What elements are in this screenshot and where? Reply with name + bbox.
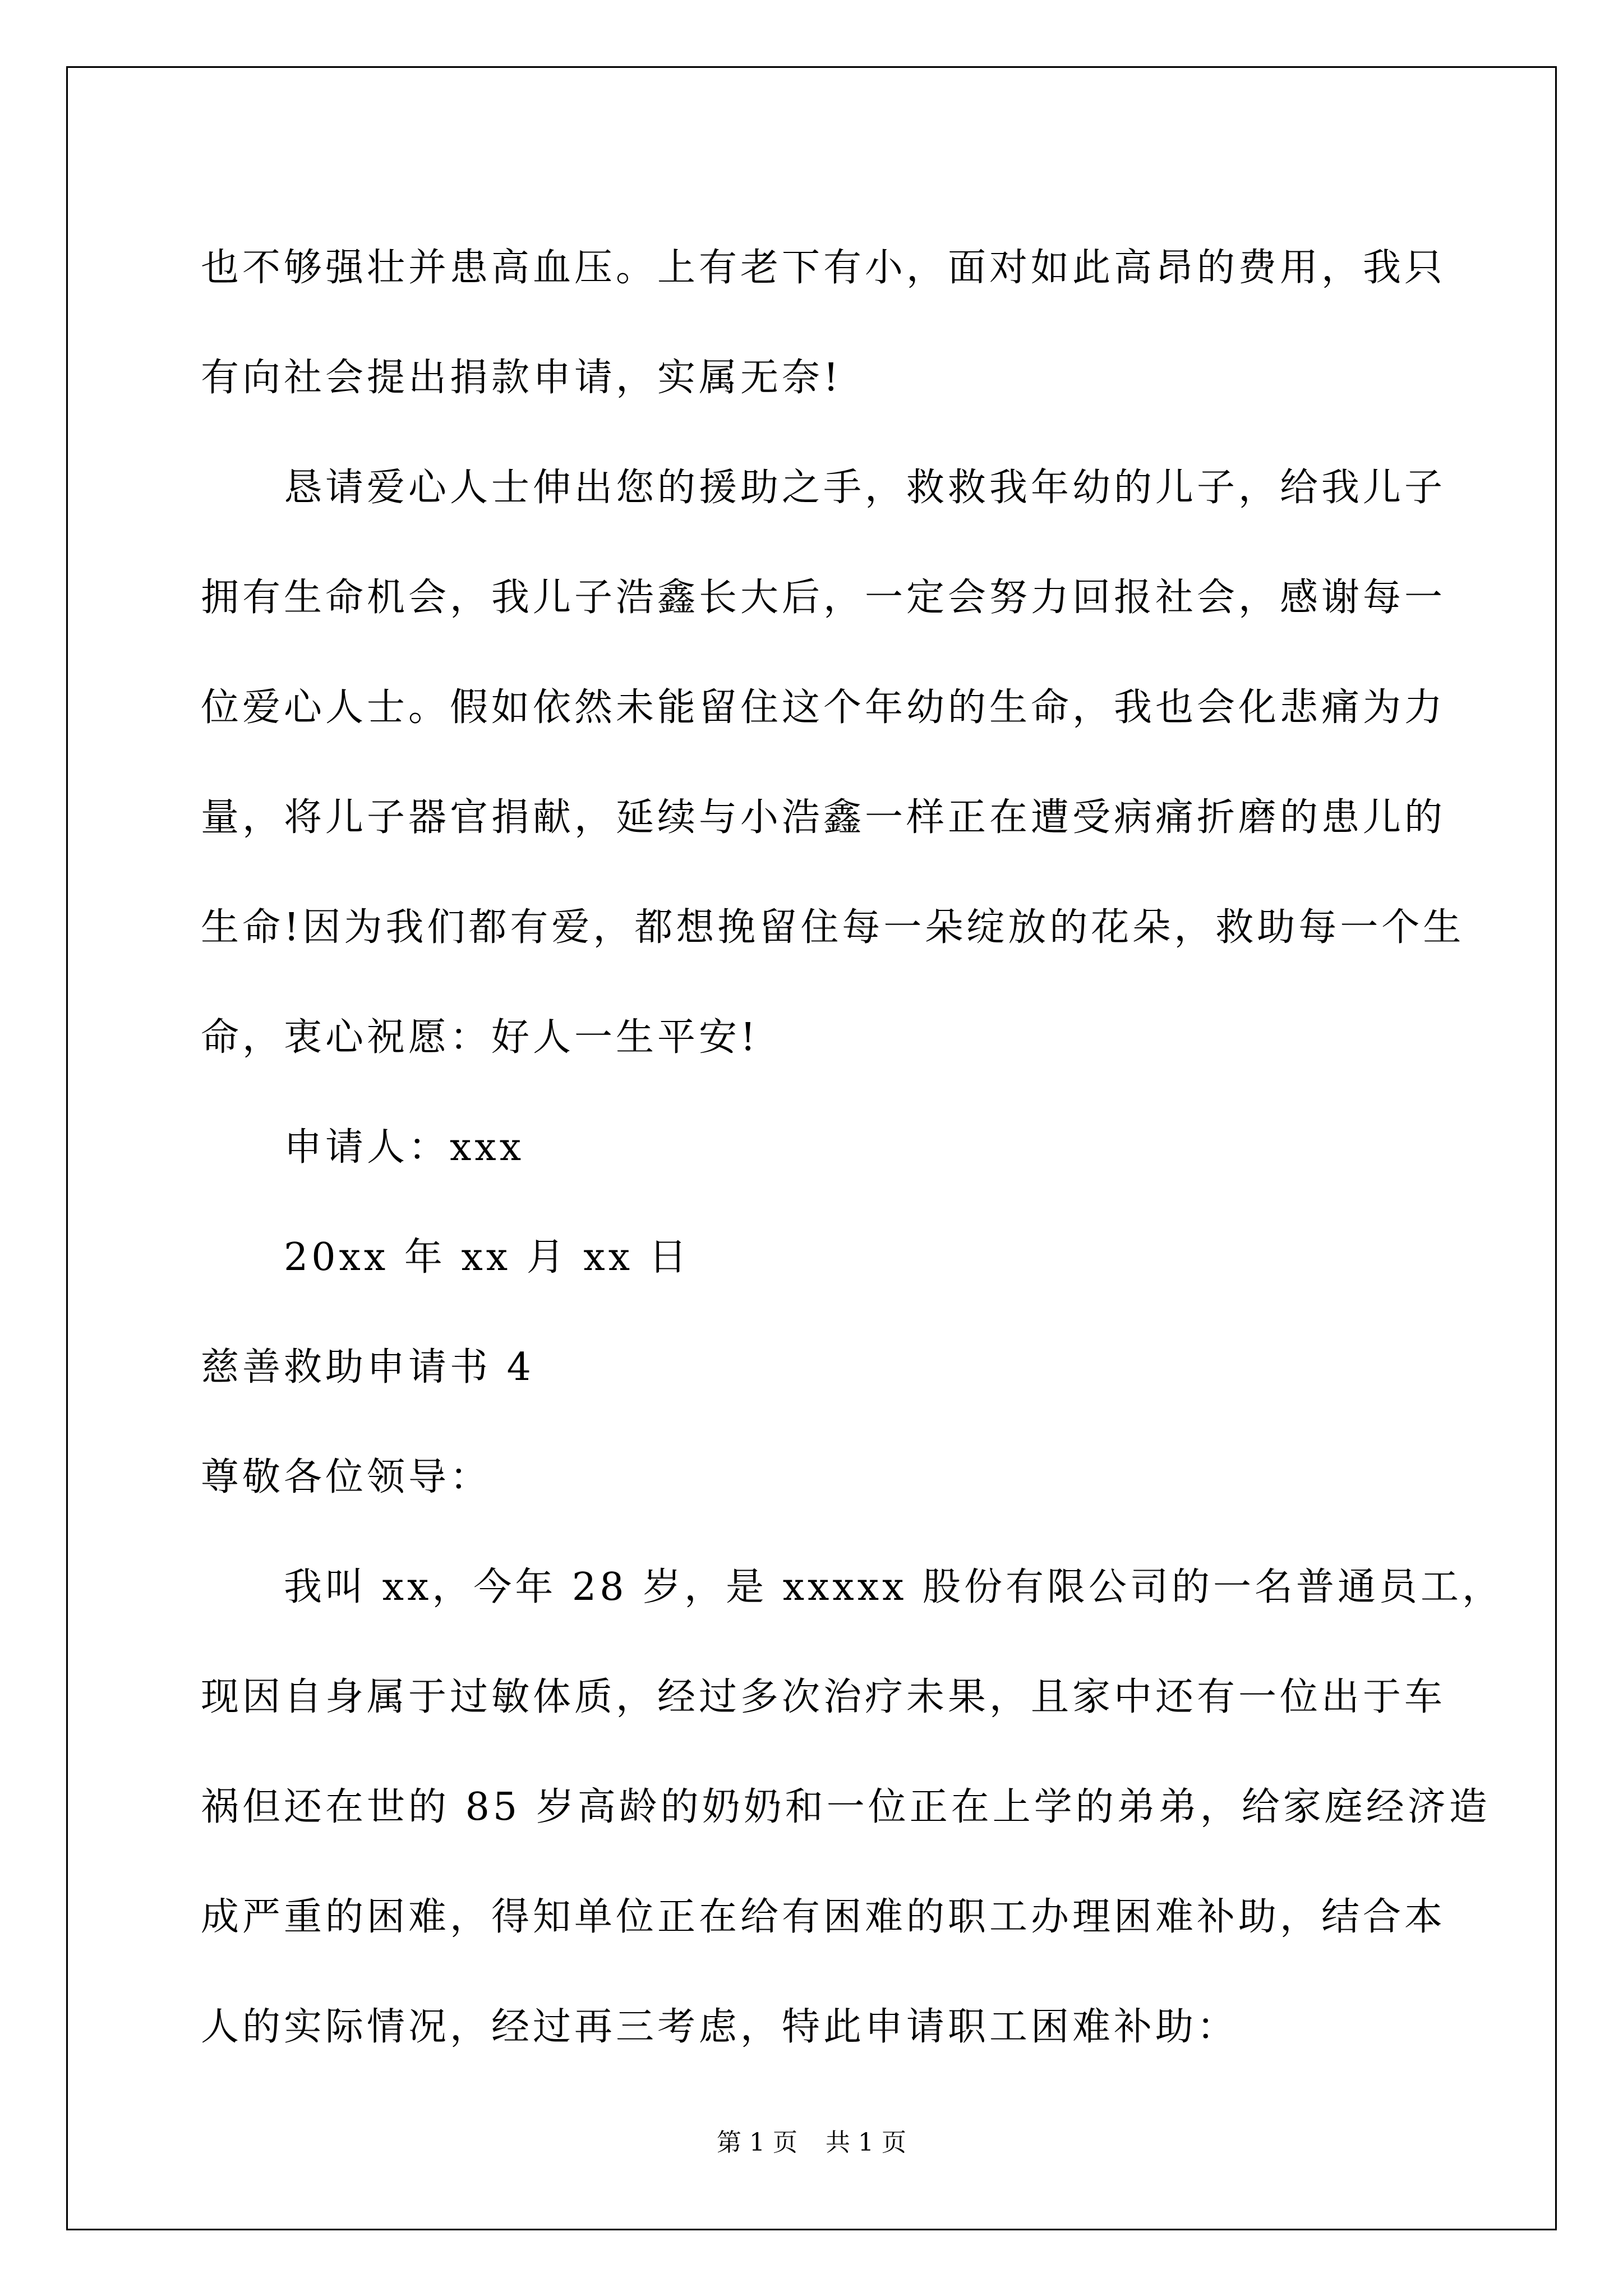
date-line: 20xx 年 xx 月 xx 日 [284,1235,690,1280]
text-line: 也不够强壮并患高血压。上有老下有小，面对如此高昂的费用，我只 [201,246,1446,290]
text-line: 位爱心人士。假如依然未能留住这个年幼的生命，我也会化悲痛为力 [201,685,1446,730]
section-title: 慈善救助申请书 4 [201,1345,534,1389]
text-line: 命，衷心祝愿：好人一生平安! [201,1015,759,1060]
text-line: 恳请爱心人士伸出您的援助之手，救救我年幼的儿子，给我儿子 [284,466,1446,510]
text-line: 我叫 xx，今年 28 岁，是 xxxxx 股份有限公司的一名普通员工， [284,1565,1504,1609]
text-line: 人的实际情况，经过再三考虑，特此申请职工困难补助： [201,2005,1239,2049]
page-footer [0,2126,1623,2160]
text-line: 有向社会提出捐款申请，实属无奈! [201,356,842,400]
applicant-line: 申请人：xxx [284,1125,525,1170]
text-line: 量，将儿子器官捐献，延续与小浩鑫一样正在遭受病痛折磨的患儿的 [201,795,1446,840]
page-number: 第 1 页 [717,2128,797,2157]
salutation: 尊敬各位领导： [201,1455,492,1499]
text-line: 祸但还在世的 85 岁高龄的奶奶和一位正在上学的弟弟，给家庭经济造 [201,1785,1491,1829]
page-total: 共 1 页 [826,2128,906,2157]
text-line: 生命!因为我们都有爱，都想挽留住每一朵绽放的花朵，救助每一个生 [201,905,1465,950]
text-line: 成严重的困难，得知单位正在给有困难的职工办理困难补助，结合本 [201,1895,1446,1939]
text-line: 拥有生命机会，我儿子浩鑫长大后，一定会努力回报社会，感谢每一 [201,576,1446,620]
document-body [201,213,1504,2082]
text-line: 现因自身属于过敏体质，经过多次治疗未果，且家中还有一位出于车 [201,1675,1446,1719]
